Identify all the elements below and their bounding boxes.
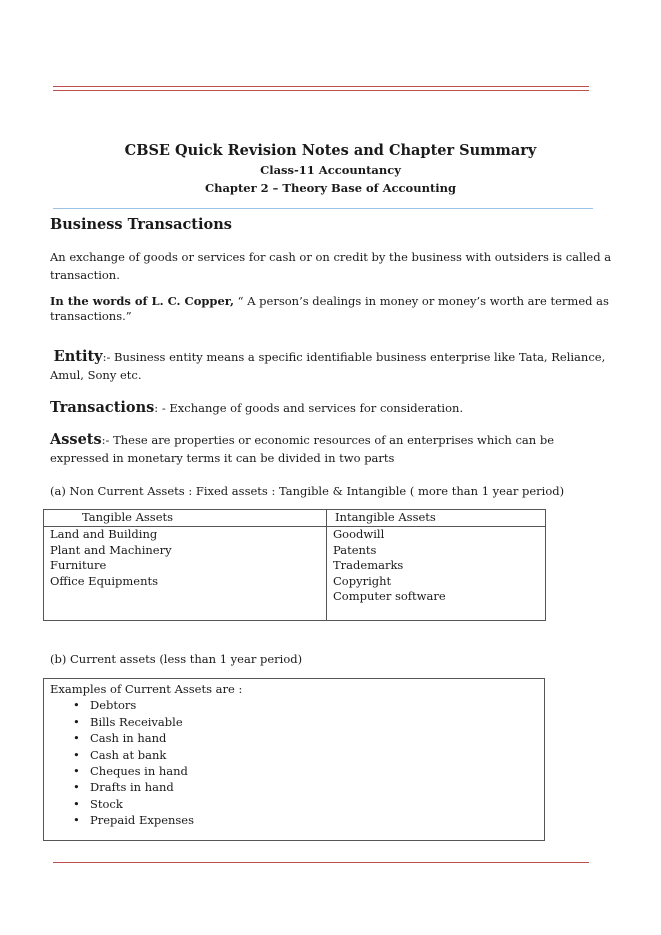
transactions-definition bbox=[50, 399, 615, 417]
current-assets-label: (b) Current assets (less than 1 year period) bbox=[50, 652, 303, 666]
entity-term: Entity bbox=[53, 348, 103, 365]
list-item: Land and Building bbox=[50, 527, 158, 541]
entity-text: :- Business entity means a specific identifiable business enterprise like Tata, Reliance, Amul, Sony etc. bbox=[50, 350, 606, 382]
table-header-intangible: Intangible Assets bbox=[327, 510, 546, 527]
chapter-subtitle: Chapter 2 – Theory Base of Accounting bbox=[204, 181, 457, 195]
list-item: Patents bbox=[333, 542, 377, 557]
table-row bbox=[44, 527, 546, 621]
table-header-tangible: Tangible Assets bbox=[44, 510, 327, 527]
list-item: • Cash at bank bbox=[50, 747, 538, 763]
list-item: • Debtors bbox=[50, 697, 538, 713]
non-current-assets-table bbox=[43, 509, 546, 621]
list-item: Goodwill bbox=[333, 527, 385, 541]
list-item: • Cheques in hand bbox=[50, 763, 538, 779]
tangible-assets-cell bbox=[44, 527, 327, 621]
header-divider bbox=[53, 86, 589, 91]
current-assets-box bbox=[43, 678, 545, 841]
transaction-definition: An exchange of goods or services for cash or on credit by the business with outsiders is called a transaction. bbox=[50, 250, 612, 282]
list-item: • Stock bbox=[50, 796, 538, 812]
list-item: Trademarks bbox=[333, 558, 404, 572]
copper-quote bbox=[50, 294, 615, 324]
footer-divider bbox=[53, 862, 589, 863]
transactions-text: : - Exchange of goods and services for consideration. bbox=[154, 401, 464, 415]
entity-definition bbox=[50, 348, 615, 384]
list-item: Plant and Machinery bbox=[50, 542, 172, 557]
table-header-row bbox=[44, 510, 546, 527]
section-heading-business-transactions: Business Transactions bbox=[50, 216, 232, 233]
list-item: • Drafts in hand bbox=[50, 779, 538, 795]
non-current-assets-label: (a) Non Current Assets : Fixed assets : Tangible & Intangible ( more than 1 year period) bbox=[50, 484, 565, 498]
list-item: Furniture bbox=[50, 558, 107, 572]
transactions-term: Transactions bbox=[50, 399, 155, 416]
current-assets-box-title: Examples of Current Assets are : bbox=[50, 682, 243, 696]
list-item: • Cash in hand bbox=[50, 730, 538, 746]
list-item: Office Equipments bbox=[50, 573, 159, 588]
assets-term: Assets bbox=[50, 431, 102, 448]
page-title: CBSE Quick Revision Notes and Chapter Summary bbox=[124, 142, 537, 159]
list-item: Computer software bbox=[333, 589, 446, 603]
assets-definition bbox=[50, 431, 615, 467]
current-assets-list bbox=[50, 697, 538, 828]
quote-lead: In the words of L. C. Copper, bbox=[50, 294, 235, 308]
list-item: • Bills Receivable bbox=[50, 714, 538, 730]
quote-text: “ A person’s dealings in money or money’s worth are termed as transactions.” bbox=[50, 294, 609, 323]
intangible-assets-cell bbox=[327, 527, 546, 621]
class-subtitle: Class-11 Accountancy bbox=[260, 163, 401, 177]
assets-text: :- These are properties or economic resources of an enterprises which can be expressed in monetary terms it can be divided in two parts bbox=[50, 433, 554, 465]
list-item: • Prepaid Expenses bbox=[50, 812, 538, 828]
title-block bbox=[0, 141, 661, 197]
title-divider bbox=[53, 208, 593, 209]
list-item: Copyright bbox=[333, 573, 392, 588]
